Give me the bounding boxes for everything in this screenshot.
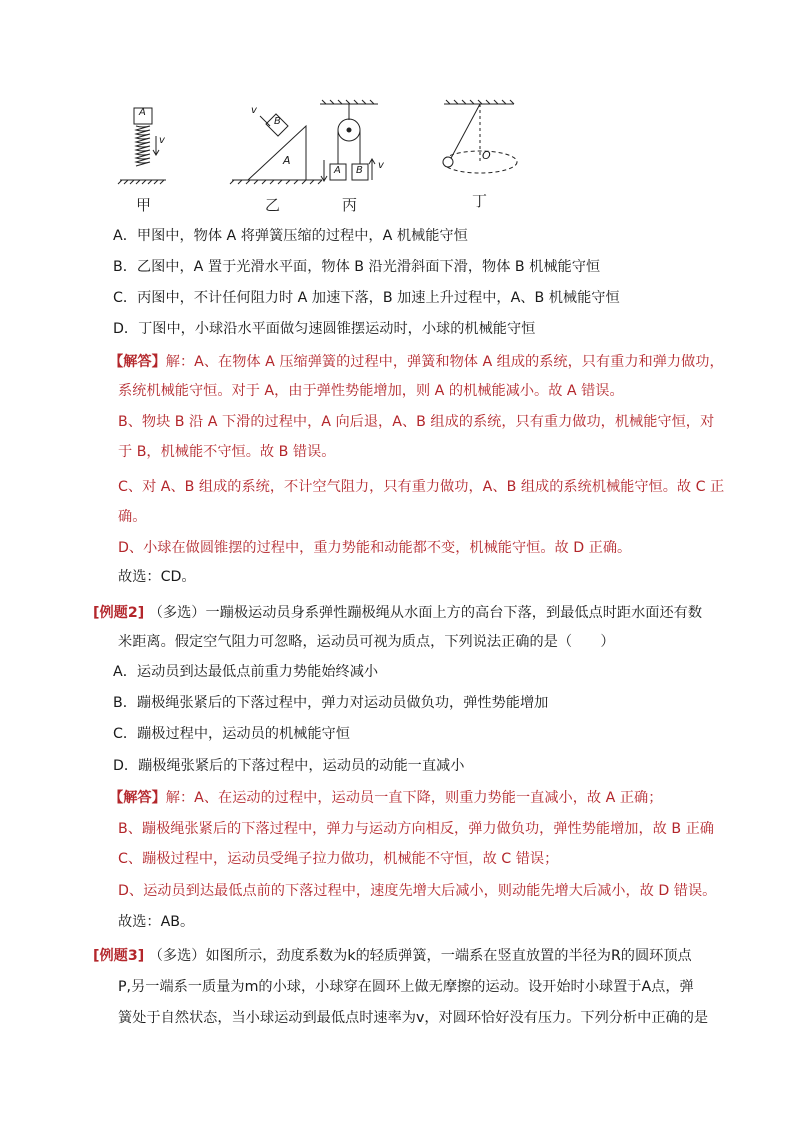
figure-label-jia: 甲 <box>136 196 152 214</box>
q3-stem-text-1: （多选）如图所示，劲度系数为k的轻质弹簧，一端系在竖直放置的半径为R的圆环顶点 <box>148 948 692 964</box>
q1-option-c: C．丙图中，不计任何阻力时 A 加速下落，B 加速上升过程中，A、B 机械能守恒 <box>113 290 620 306</box>
label-b-bing: B <box>356 165 363 176</box>
label-v-jia: v <box>159 135 165 146</box>
q1-option-b: B．乙图中，A 置于光滑水平面，物体 B 沿光滑斜面下滑，物体 B 机械能守恒 <box>113 259 601 275</box>
hatch-ding <box>446 100 514 104</box>
figure-bing <box>320 100 378 181</box>
figure-label-ding: 丁 <box>472 192 488 210</box>
q2-option-a: A．运动员到达最低点前重力势能始终减小 <box>113 664 379 680</box>
spring <box>136 126 150 166</box>
label-v-bing: v <box>378 160 384 171</box>
figure-ding <box>443 100 517 173</box>
figure-drawing <box>110 96 530 214</box>
incline-a <box>248 126 306 180</box>
figure-label-bing: 丙 <box>342 196 358 214</box>
q2-stem-line-1 <box>93 603 702 623</box>
q2-answer-text-1: 解：A、在运动的过程中，运动员一直下降，则重力势能一直减小，故 A 正确； <box>165 790 663 806</box>
q1-answer-tag: 【解答】 <box>109 354 166 370</box>
q2-answer-line-2: B、蹦极绳张紧后的下落过程中，弹力与运动方向相反，弹力做负功，弹性势能增加，故 B 正确 <box>118 821 714 837</box>
q3-tag: [例题3] <box>93 948 145 964</box>
q3-stem-line-2: P,另一端系一质量为m的小球，小球穿在圆环上做无摩擦的运动。设开始时小球置于A点，弹 <box>118 979 694 995</box>
label-o: O <box>482 149 491 162</box>
ball-ding <box>443 157 453 167</box>
label-v-yi: v <box>251 105 257 116</box>
figure-jia <box>118 108 166 184</box>
label-incline-a: A <box>283 154 291 167</box>
q2-answer-tag: 【解答】 <box>109 790 166 806</box>
label-block-a: A <box>139 107 146 118</box>
q1-answer-line-5: C、对 A、B 组成的系统，不计空气阻力，只有重力做功，A、B 组成的系统机械能守恒。故 C 正 <box>118 479 725 495</box>
q2-answer-line-3: C、蹦极过程中，运动员受绳子拉力做功，机械能不守恒，故 C 错误； <box>118 851 559 867</box>
q2-stem-line-2: 米距离。假定空气阻力可忽略，运动员可视为质点，下列说法正确的是（ ） <box>118 634 615 650</box>
figure-label-yi: 乙 <box>265 196 281 214</box>
q2-answer-line-4: D、运动员到达最低点前的下落过程中，速度先增大后减小，则动能先增大后减小，故 D 错误。 <box>118 883 717 899</box>
hatch-jia <box>118 180 164 184</box>
q2-option-d: D．蹦极绳张紧后的下落过程中，运动员的动能一直减小 <box>113 758 465 774</box>
hatch-bing <box>322 100 374 104</box>
physics-figure <box>110 96 530 214</box>
q1-answer-line-4: 于 B，机械能不守恒。故 B 错误。 <box>118 444 336 460</box>
hatch-yi <box>230 180 322 184</box>
q1-answer-line-1 <box>109 352 724 372</box>
q1-answer-text-1: 解：A、在物体 A 压缩弹簧的过程中，弹簧和物体 A 组成的系统，只有重力和弹力做功， <box>165 354 724 370</box>
q2-tag: [例题2] <box>93 605 145 621</box>
q2-option-b: B．蹦极绳张紧后的下落过程中，弹力对运动员做负功，弹性势能增加 <box>113 695 549 711</box>
q2-stem-text-1: （多选）一蹦极运动员身系弹性蹦极绳从水面上方的高台下落，到最低点时距水面还有数 <box>148 605 703 621</box>
q1-answer-line-3: B、物块 B 沿 A 下滑的过程中，A 向后退，A、B 组成的系统，只有重力做功，机械能守恒，对 <box>118 414 715 430</box>
q3-stem-line-1 <box>93 946 692 966</box>
q2-choice: 故选：AB。 <box>118 914 195 930</box>
q1-option-d: D．丁图中，小球沿水平面做匀速圆锥摆运动时，小球的机械能守恒 <box>113 321 536 337</box>
label-block-b: B <box>274 116 281 127</box>
pulley-axle <box>347 128 351 132</box>
q3-stem-line-3: 簧处于自然状态，当小球运动到最低点时速率为v，对圆环恰好没有压力。下列分析中正确的是 <box>118 1010 709 1026</box>
q2-answer-line-1 <box>109 788 662 808</box>
q2-option-c: C．蹦极过程中，运动员的机械能守恒 <box>113 726 350 742</box>
q1-option-a: A．甲图中，物体 A 将弹簧压缩的过程中，A 机械能守恒 <box>113 228 468 244</box>
q1-choice: 故选：CD。 <box>118 569 196 585</box>
q1-answer-line-2: 系统机械能守恒。对于 A，由于弹性势能增加，则 A 的机械能减小。故 A 错误。 <box>118 383 624 399</box>
q1-answer-line-7: D、小球在做圆锥摆的过程中，重力势能和动能都不变，机械能守恒。故 D 正确。 <box>118 540 632 556</box>
label-a-bing: A <box>334 165 341 176</box>
q1-answer-line-6: 确。 <box>118 509 147 525</box>
